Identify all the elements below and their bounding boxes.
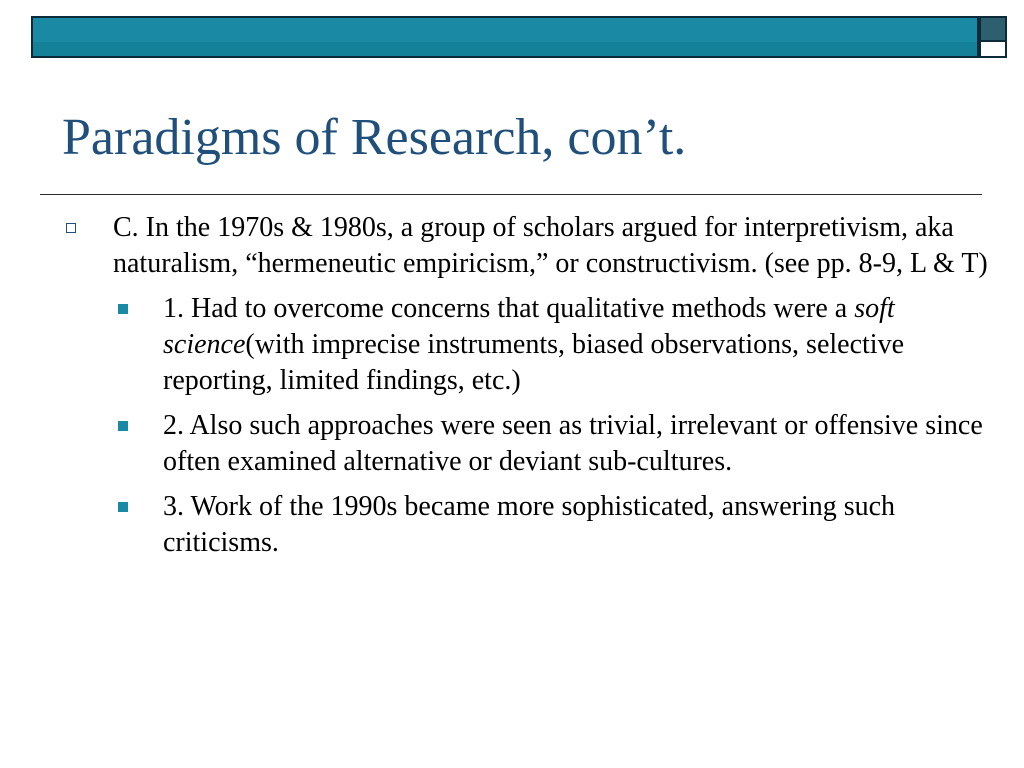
header-corner-box	[979, 16, 1007, 42]
bullet-level2	[163, 489, 983, 561]
bullet-level2	[163, 408, 983, 480]
hollow-square-bullet-icon	[66, 223, 76, 233]
header-bar-frame	[31, 16, 979, 58]
bullet-text: 2. Also such approaches were seen as trivial, irrelevant or offensive since often examined alternative or deviant sub-cultures.	[163, 410, 983, 477]
bullet-text-italic: soft science	[163, 293, 895, 360]
bullet-text: 3. Work of the 1990s became more sophisticated, answering such criticisms.	[163, 491, 896, 558]
header-corner-box-lower	[979, 40, 1007, 58]
bullet-text-after: (with imprecise instruments, biased observations, selective reporting, limited findings, etc.)	[163, 329, 905, 396]
solid-square-bullet-icon	[118, 304, 128, 314]
bullet-text: C. In the 1970s & 1980s, a group of scholars argued for interpretivism, aka naturalism, “hermeneutic empiricism,” or constructivism. (see pp. 8-9, L & T)	[113, 212, 988, 279]
slide-content	[0, 210, 1024, 561]
solid-square-bullet-icon	[118, 421, 128, 431]
solid-square-bullet-icon	[118, 502, 128, 512]
title-divider	[40, 194, 982, 195]
bullet-level1	[113, 210, 993, 282]
bullet-level2	[163, 291, 983, 399]
slide-title: Paradigms of Research, con’t.	[62, 109, 687, 166]
bullet-text-before: 1. Had to overcome concerns that qualitative methods were a	[163, 293, 855, 324]
